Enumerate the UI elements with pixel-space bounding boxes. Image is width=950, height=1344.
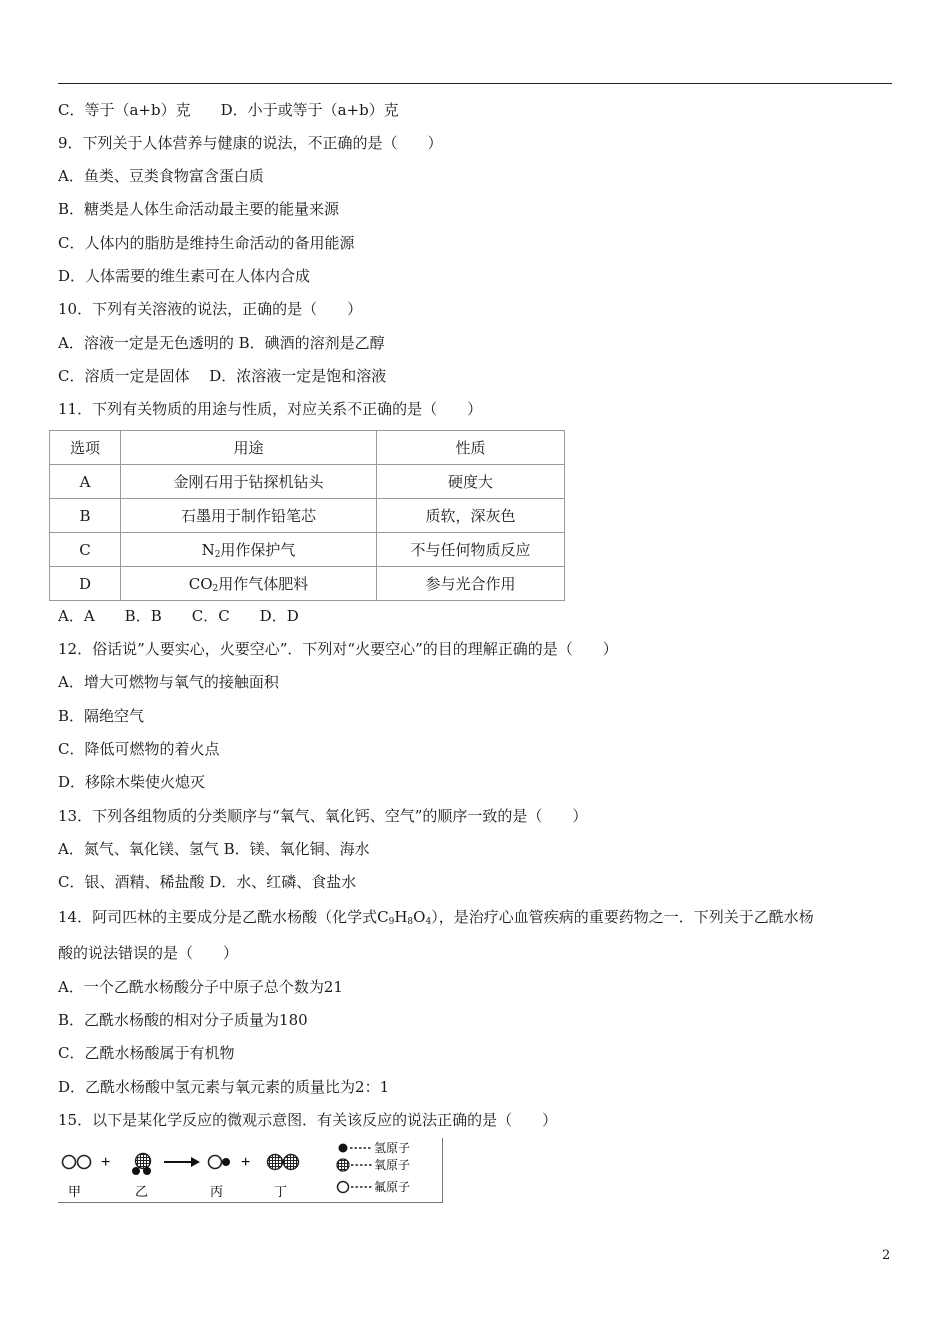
table-cell-property: 参与光合作用 — [377, 567, 565, 601]
legend-oxygen: 氧原子 — [374, 1158, 411, 1172]
legend-hydrogen: 氢原子 — [374, 1141, 411, 1155]
table-row — [50, 533, 565, 567]
table-cell-property: 质软，深灰色 — [377, 499, 565, 533]
q9-stem: 9．下列关于人体营养与健康的说法，不正确的是（ ） — [58, 134, 443, 152]
table-cell-use — [121, 567, 377, 601]
molecule-bing — [209, 1156, 231, 1169]
plus-2: + — [241, 1154, 251, 1171]
label-jia: 甲 — [68, 1185, 82, 1200]
use-text: 石墨用于制作铅笔芯 — [180, 507, 316, 525]
q14-option-a: A．一个乙酰水杨酸分子中原子总个数为21 — [58, 978, 343, 996]
q13-options-ab: A．氮气、氧化镁、氢气 B．镁、氧化铜、海水 — [58, 840, 370, 858]
q14-option-c: C．乙酰水杨酸属于有机物 — [58, 1044, 235, 1062]
q10-stem: 10．下列有关溶液的说法，正确的是（ ） — [58, 300, 363, 318]
table-cell-option: D — [50, 567, 121, 601]
table-row — [50, 567, 565, 601]
q14-text-1: 14．阿司匹林的主要成分是乙酰水杨酸（化学式C — [58, 908, 389, 926]
q14-stem — [58, 907, 814, 927]
legend-fluorine: 氟原子 — [374, 1180, 411, 1194]
q14-text-o: O — [413, 908, 426, 926]
label-ding: 丁 — [274, 1185, 288, 1200]
q13-stem: 13．下列各组物质的分类顺序与“氧气、氧化钙、空气”的顺序一致的是（ ） — [58, 807, 588, 825]
table-header-row — [50, 431, 565, 465]
table-row — [50, 465, 565, 499]
table-cell-use — [121, 465, 377, 499]
use-text-tail: 用作气体肥料 — [218, 575, 309, 593]
q11-options: A．A B．B C．C D．D — [58, 607, 299, 625]
reaction-diagram-svg — [58, 1138, 442, 1202]
use-text: 金刚石用于钻探机钻头 — [173, 473, 324, 491]
q14-stem-cont: 酸的说法错误的是（ ） — [58, 944, 239, 962]
oxygen-atom-icon — [337, 1159, 349, 1171]
reaction-arrow — [164, 1157, 200, 1167]
molecule-jia — [63, 1156, 91, 1169]
hydrogen-atom-icon — [339, 1144, 348, 1153]
q14-sub-3: 4 — [425, 917, 432, 927]
q9-option-d: D．人体需要的维生素可在人体内合成 — [58, 267, 311, 285]
q14-option-d: D．乙酰水杨酸中氢元素与氧元素的质量比为2：1 — [58, 1078, 390, 1096]
q14-text-2: ），是治疗心血管疾病的重要药物之一．下列关于乙酰水杨 — [431, 908, 814, 926]
reaction-diagram — [58, 1138, 443, 1203]
q14-option-b: B．乙酰水杨酸的相对分子质量为180 — [58, 1011, 308, 1029]
label-yi: 乙 — [135, 1185, 149, 1200]
table-header-use: 用途 — [121, 431, 377, 465]
use-text: N — [201, 541, 215, 559]
plus-1: + — [101, 1154, 111, 1171]
q11-table — [49, 430, 565, 601]
use-text-tail: 用作保护气 — [220, 541, 296, 559]
table-header-option: 选项 — [50, 431, 121, 465]
q11-stem: 11．下列有关物质的用途与性质，对应关系不正确的是（ ） — [58, 400, 483, 418]
q9-option-b: B．糖类是人体生命活动最主要的能量来源 — [58, 200, 340, 218]
legend — [337, 1141, 410, 1194]
q8-options-cd: C．等于（a+b）克 D．小于或等于（a+b）克 — [58, 101, 399, 119]
q14-sub-1: 9 — [388, 917, 395, 927]
q14-text-h: H — [394, 908, 408, 926]
q9-option-c: C．人体内的脂肪是维持生命活动的备用能源 — [58, 234, 355, 252]
q12-stem: 12．俗话说”人要实心，火要空心”．下列对“火要空心”的目的理解正确的是（ ） — [58, 640, 618, 658]
table-cell-property: 不与任何物质反应 — [377, 533, 565, 567]
use-subscript: 2 — [212, 584, 219, 594]
label-bing: 丙 — [210, 1185, 224, 1200]
q15-stem: 15．以下是某化学反应的微观示意图．有关该反应的说法正确的是（ ） — [58, 1111, 558, 1129]
q12-option-c: C．降低可燃物的着火点 — [58, 740, 220, 758]
table-row — [50, 499, 565, 533]
table-cell-option: C — [50, 533, 121, 567]
molecule-ding — [268, 1155, 299, 1170]
use-subscript: 2 — [214, 550, 221, 560]
q9-option-a: A．鱼类、豆类食物富含蛋白质 — [58, 167, 264, 185]
q10-options-ab: A．溶液一定是无色透明的 B．碘酒的溶剂是乙醇 — [58, 334, 385, 352]
q14-sub-2: 8 — [407, 917, 414, 927]
table-cell-use — [121, 533, 377, 567]
table-header-property: 性质 — [377, 431, 565, 465]
q12-option-b: B．隔绝空气 — [58, 707, 145, 725]
table-cell-option: A — [50, 465, 121, 499]
table-cell-use — [121, 499, 377, 533]
q13-options-cd: C．银、酒精、稀盐酸 D．水、红磷、食盐水 — [58, 873, 357, 891]
use-text: CO — [188, 575, 213, 593]
q12-option-d: D．移除木柴使火熄灭 — [58, 773, 206, 791]
fluorine-atom-icon — [338, 1182, 349, 1193]
molecule-yi — [132, 1154, 151, 1176]
table-cell-property: 硬度大 — [377, 465, 565, 499]
page-number: 2 — [882, 1248, 891, 1263]
q12-option-a: A．增大可燃物与氧气的接触面积 — [58, 673, 279, 691]
table-cell-option: B — [50, 499, 121, 533]
header-rule — [58, 83, 892, 84]
q10-options-cd: C．溶质一定是固体 D．浓溶液一定是饱和溶液 — [58, 367, 387, 385]
